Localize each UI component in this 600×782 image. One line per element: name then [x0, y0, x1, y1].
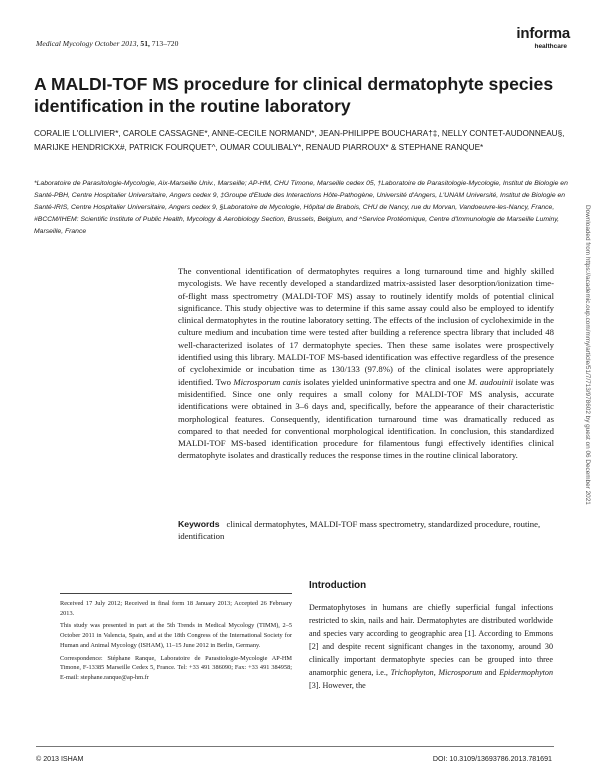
intro-separator: ,	[433, 668, 439, 677]
copyright-notice: © 2013 ISHAM	[36, 755, 84, 763]
species-name: Microsporum canis	[233, 376, 302, 387]
intro-text-part: [3]. However, the	[309, 681, 366, 690]
intro-separator: and	[482, 668, 500, 677]
footer-divider	[36, 746, 554, 747]
genus-name: Trichophyton	[390, 668, 434, 677]
keywords-text: clinical dermatophytes, MALDI-TOF mass spectrometry, standardized procedure, routine, identification	[178, 519, 541, 542]
species-name: M. audouinii	[468, 376, 514, 387]
genus-name: Microsporum	[438, 668, 483, 677]
footnotes	[60, 599, 292, 686]
presentation-note: This study was presented in part at the 5th Trends in Medical Mycology (TIMM), 2–5 October 2011 in Valencia, Spain, and at the 18th Congress of the International Society for Human and Animal Mycology (ISHAM), 11–15 June 2012 in Berlin, Germany.	[60, 622, 292, 649]
abstract	[178, 265, 554, 462]
introduction-text	[309, 601, 553, 692]
footnote-divider	[60, 593, 292, 594]
publisher-logo-subtitle: healthcare	[534, 43, 567, 50]
journal-name: Medical Mycology October 2013,	[36, 39, 139, 48]
genus-name: Epidermophyton	[499, 668, 554, 677]
journal-citation	[36, 39, 178, 48]
keywords-label: Keywords	[178, 519, 220, 529]
download-watermark	[582, 205, 594, 565]
journal-pages: 713–720	[151, 39, 179, 48]
intro-text-part: Dermatophytoses in humans are chiefly superficial fungal infections restricted to skin, nails and hair. Dermatophytes are distributed worldwide and species vary according to geographic area [1]. According to Emmons [2] and despite recent significant changes in the taxonomy, around 30 clinically important dermatophyte species can be grouped into three anamorphic genera, i.e.,	[309, 603, 553, 677]
doi-link[interactable]: DOI: 10.3109/13693786.2013.781691	[432, 755, 552, 763]
section-heading-introduction: Introduction	[309, 580, 367, 591]
journal-volume: 51,	[140, 39, 150, 48]
received-dates: Received 17 July 2012; Received in final form 18 January 2013; Accepted 26 February 2013.	[60, 600, 292, 617]
author-list: CORALIE L'OLLIVIER*, CAROLE CASSAGNE*, ANNE-CECILE NORMAND*, JEAN-PHILIPPE BOUCHARA†‡, NELLY CONTET-AUDONNEAU§, MARIJKE HENDRICKX#, PATRICK FOURQUET^, OUMAR COULIBALY*, RENAUD PIARROUX* & STEPHANE RANQUE*	[34, 129, 565, 152]
correspondence: Correspondence: Stéphane Ranque, Laboratoire de Parasitologie-Mycologie AP-HM Timone, F-13385 Marseille Cedex 5, France. Tel: +33 491 386090; Fax: +33 491 384958; E-mail: stephane.ranque@ap-hm.fr	[60, 654, 292, 681]
download-watermark-text: Downloaded from https://academic.oup.com/mmy/article/51/7/713/978602 by guest on 06 December 2021	[584, 205, 591, 505]
keywords	[178, 518, 554, 543]
abstract-text-part: isolate was misidentified. Since one only requires a small colony for MALDI-TOF MS analysis, accurate identifications were obtained in 3–6 days and, specifically, before the appearance of their characteristic morphological features. Consequently, identification turnaround time was dramatically reduced as compared to that needed for conventional morphological identification. In conclusion, this standardized MALDI-TOF MS-based identification procedure for filamentous fungi effectively identifies clinical dermatophyte isolates and drastically reduces the response times in the routine clinical laboratory.	[178, 376, 555, 461]
publisher-logo: informa	[516, 25, 570, 42]
article-title: A MALDI-TOF MS procedure for clinical dermatophyte species identification in the routine laboratory	[34, 74, 554, 116]
author-affiliations: *Laboratoire de Parasitologie-Mycologie, Aix-Marseille Univ., Marseille; AP-HM, CHU Timone, Marseille cedex 05, †Laboratoire de Parasitologie-Mycologie, Institut de Biologie en Santé-PBH, Centre Hospitalier Universitaire, Angers cedex 9, ‡Groupe d'Etude des Interactions Hôte-Pathogène, Université d'Angers, L'UNAM Université, Institut de Biologie en Santé-IRIS, Centre Hospitalier Universitaire, Angers cedex 9, §Laboratoire de Mycologie, Hôpital de Brabois, CHU de Nancy, rue du Morvan, Vandoeuvre-les-Nancy, France, #BCCM/IHEM: Scientific Institute of Public Health, Mycology & Aerobiology Section, Brussels, Belgium, and ^Service Protéomique, Centre d'Immunologie de Marseille Luminy, Marseille, France	[34, 180, 568, 235]
abstract-text-part: The conventional identification of dermatophytes requires a long turnaround time and highly skilled mycologists. We have recently developed a standardized matrix-assisted laser desorption/ionization time-of-flight mass spectrometry (MALDI-TOF MS) assay to routinely identify molds of potential clinical significance. This study objective was to determine if this same assay could also be employed to identify clinical dermatophytes in the routine laboratory setting. The effects of the inclusion of cycloheximide in the culture medium and incubation time were tested after building a reference spectra library that included 48 well-characterized isolates of 17 dermatophyte species. Then these same isolates were prospectively identified using this library. MALDI-TOF MS-based identification was effective regardless of the presence of cycloheximide or incubation time as 130/133 (97.8%) of the clinical isolates were appropriately identified. Two	[178, 266, 554, 387]
abstract-text-part: isolates yielded uninformative spectra and one	[301, 376, 469, 387]
